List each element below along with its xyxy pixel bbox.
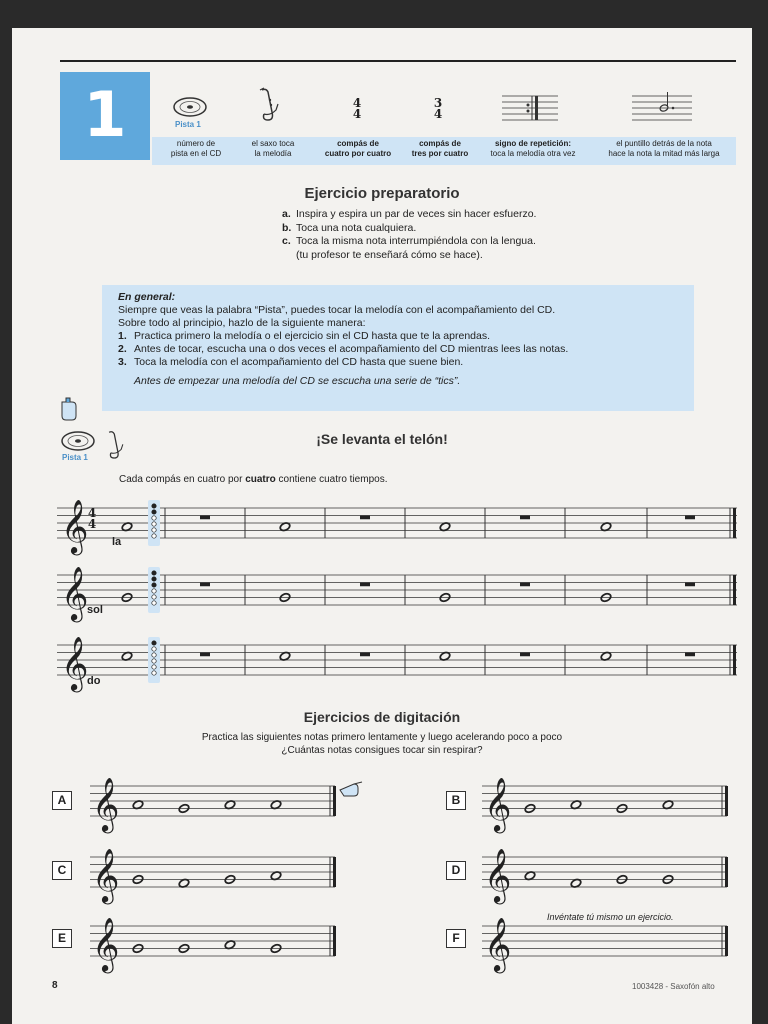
- treble-clef-icon: 𝄞: [61, 499, 89, 553]
- caption-line: el saxo toca: [251, 139, 295, 148]
- exercise-label-b: B: [446, 791, 466, 810]
- fingering-hole: [152, 571, 156, 575]
- fingering-hole: [152, 665, 156, 669]
- treble-clef-icon: 𝄞: [484, 777, 512, 831]
- treble-clef-icon: 𝄞: [92, 848, 120, 902]
- caption-line: número de: [176, 139, 216, 148]
- caption-line: compás de: [337, 139, 379, 148]
- staff-la: [57, 498, 737, 554]
- dotted-note-icon: [632, 92, 692, 126]
- footer-code: 1003428 - Saxofón alto: [632, 982, 715, 991]
- step-text: Antes de tocar, escucha una o dos veces el acompañamiento del CD mientras lees las notas.: [134, 343, 569, 355]
- staff-time-signature: [85, 508, 99, 530]
- whole-rest: [685, 653, 695, 657]
- item-text: Toca la misma nota interrumpiéndola con la lengua.: [296, 235, 536, 247]
- final-barline: [733, 575, 736, 605]
- exercise-label-d: D: [446, 861, 466, 880]
- fingering-hole: [152, 504, 156, 508]
- telon-pista-label: Pista 1: [62, 453, 88, 462]
- lesson-number-box: [60, 72, 150, 160]
- caption-line: pista en el CD: [170, 149, 222, 158]
- instruction-text: contiene cuatro tiempos.: [275, 474, 388, 485]
- fingering-hole: [152, 577, 156, 581]
- page-number: 8: [52, 980, 58, 991]
- whole-rest: [200, 653, 210, 657]
- telon-instruction: [119, 474, 387, 485]
- caption-line: compás de: [419, 139, 461, 148]
- exercise-label-a: A: [52, 791, 72, 810]
- item-letter: c.: [282, 235, 291, 247]
- time-sig-bottom: 4: [87, 517, 97, 531]
- whole-rest: [360, 653, 370, 657]
- caption-line: signo de repetición:: [494, 139, 571, 148]
- saxophone-icon: [256, 86, 284, 126]
- legend-caption-cd: [160, 139, 232, 159]
- note-name-la: la: [112, 536, 122, 548]
- step-text: Toca la melodía con el acompañamiento del CD hasta que suene bien.: [134, 356, 464, 368]
- item-text: Inspira y espira un par de veces sin hacer esfuerzo.: [296, 208, 537, 220]
- treble-clef-icon: 𝄞: [484, 848, 512, 902]
- fingering-hole: [152, 653, 156, 657]
- item-letter: b.: [282, 221, 292, 234]
- exercise-staff-e: [90, 917, 335, 971]
- fingering-hole: [152, 534, 156, 538]
- general-step: [118, 343, 688, 356]
- fingering-hole: [152, 647, 156, 651]
- whole-rest: [520, 583, 530, 587]
- legend-caption-44: [318, 139, 398, 159]
- general-line: Siempre que veas la palabra “Pista”, puedes tocar la melodía con el acompañamiento del CD.: [118, 304, 556, 316]
- legend-caption-34: [404, 139, 476, 159]
- book-page: [12, 28, 752, 1024]
- fingering-hole: [152, 641, 156, 645]
- fingering-hole: [152, 510, 156, 514]
- staff-do: [57, 635, 737, 691]
- note-name-do: do: [87, 675, 101, 687]
- caption-line: la melodía: [254, 149, 292, 158]
- instruction-bold: cuatro: [245, 474, 276, 485]
- legend-caption-dot: [596, 139, 732, 159]
- final-barline: [333, 857, 336, 887]
- fingering-hole: [152, 659, 156, 663]
- time-sig-top: 3: [433, 96, 443, 110]
- exercise-staff-a: [90, 777, 335, 831]
- item-letter: a.: [282, 208, 291, 220]
- pointing-hand-icon: [338, 780, 364, 800]
- fingering-hole: [152, 522, 156, 526]
- time-signature-44: [350, 98, 364, 120]
- list-item: [282, 208, 622, 222]
- caption-line: cuatro por cuatro: [324, 149, 392, 158]
- list-item: [282, 235, 622, 249]
- exercise-label-c: C: [52, 861, 72, 880]
- legend-caption-saxo: [238, 139, 308, 159]
- general-step: [118, 330, 688, 343]
- digitacion-line1: Practica las siguientes notas primero lentamente y luego acelerando poco a poco: [201, 732, 563, 743]
- final-barline: [725, 786, 728, 816]
- treble-clef-icon: 𝄞: [484, 917, 512, 971]
- whole-rest: [520, 516, 530, 520]
- time-sig-bottom: 4: [352, 107, 362, 121]
- digitacion-line2: ¿Cuántas notas consigues tocar sin respirar?: [281, 745, 483, 756]
- instruction-text: Cada compás en cuatro por: [119, 474, 246, 485]
- fingering-hole: [152, 583, 156, 587]
- digitacion-title: Ejercicios de digitación: [303, 709, 461, 725]
- lesson-number: 1: [83, 78, 127, 151]
- saxophone-icon: [104, 428, 128, 464]
- time-signature-34: [431, 98, 445, 120]
- exercise-staff-c: [90, 848, 335, 902]
- cd-icon: [60, 430, 96, 452]
- preparatory-list: [282, 208, 622, 262]
- time-sig-bottom: 4: [433, 107, 443, 121]
- legend-pista-label: Pista 1: [175, 120, 201, 129]
- step-text: Practica primero la melodía o el ejercicio sin el CD hasta que te la aprendas.: [134, 330, 491, 342]
- note-name-sol: sol: [87, 604, 103, 616]
- step-number: 3.: [118, 356, 127, 368]
- exercise-staff-b: [482, 777, 727, 831]
- whole-rest: [520, 653, 530, 657]
- general-info-box: [102, 285, 694, 411]
- whole-rest: [200, 583, 210, 587]
- whole-rest: [360, 583, 370, 587]
- repeat-sign-icon: [502, 92, 558, 126]
- general-heading: En general:: [118, 291, 176, 303]
- general-note: Antes de empezar una melodía del CD se escucha una serie de “tics”.: [134, 375, 461, 387]
- general-step: [118, 356, 688, 369]
- final-barline: [333, 786, 336, 816]
- treble-clef-icon: 𝄞: [61, 636, 89, 690]
- whole-rest: [360, 516, 370, 520]
- telon-title: ¡Se levanta el telón!: [316, 431, 448, 447]
- caption-line: tres por cuatro: [411, 149, 469, 158]
- fingering-hole: [152, 671, 156, 675]
- exercise-label-f: F: [446, 929, 466, 948]
- treble-clef-icon: 𝄞: [92, 777, 120, 831]
- whole-rest: [200, 516, 210, 520]
- cd-icon: [172, 96, 208, 118]
- exercise-staff-d: [482, 848, 727, 902]
- treble-clef-icon: 𝄞: [92, 917, 120, 971]
- list-item: [282, 222, 622, 236]
- preparatory-title: Ejercicio preparatorio: [304, 185, 460, 202]
- item-text: (tu profesor te enseñará cómo se hace).: [296, 248, 483, 261]
- fingering-hole: [152, 528, 156, 532]
- general-line: Sobre todo al principio, hazlo de la siguiente manera:: [118, 317, 366, 329]
- final-barline: [725, 857, 728, 887]
- final-barline: [333, 926, 336, 956]
- step-number: 2.: [118, 343, 127, 355]
- exercise-label-e: E: [52, 929, 72, 948]
- final-barline: [725, 926, 728, 956]
- final-barline: [733, 508, 736, 538]
- caption-line: toca la melodía otra vez: [490, 149, 576, 158]
- staff-sol: [57, 565, 737, 621]
- whole-rest: [685, 583, 695, 587]
- top-rule: [60, 60, 736, 62]
- list-item: [282, 249, 622, 263]
- fingering-hole: [152, 601, 156, 605]
- step-number: 1.: [118, 330, 127, 342]
- fingering-hole: [152, 595, 156, 599]
- final-barline: [733, 645, 736, 675]
- time-sig-top: 4: [87, 506, 97, 520]
- whole-rest: [685, 516, 695, 520]
- invent-text: Invéntate tú mismo un ejercicio.: [547, 912, 674, 922]
- treble-clef-icon: 𝄞: [61, 566, 89, 620]
- caption-line: el puntillo detrás de la nota: [616, 139, 712, 148]
- time-sig-top: 4: [352, 96, 362, 110]
- pointing-hand-icon: [58, 398, 84, 424]
- fingering-hole: [152, 516, 156, 520]
- item-text: Toca una nota cualquiera.: [296, 221, 417, 234]
- caption-line: hace la nota la mitad más larga: [608, 149, 720, 158]
- fingering-hole: [152, 589, 156, 593]
- legend-caption-repeat: [478, 139, 588, 159]
